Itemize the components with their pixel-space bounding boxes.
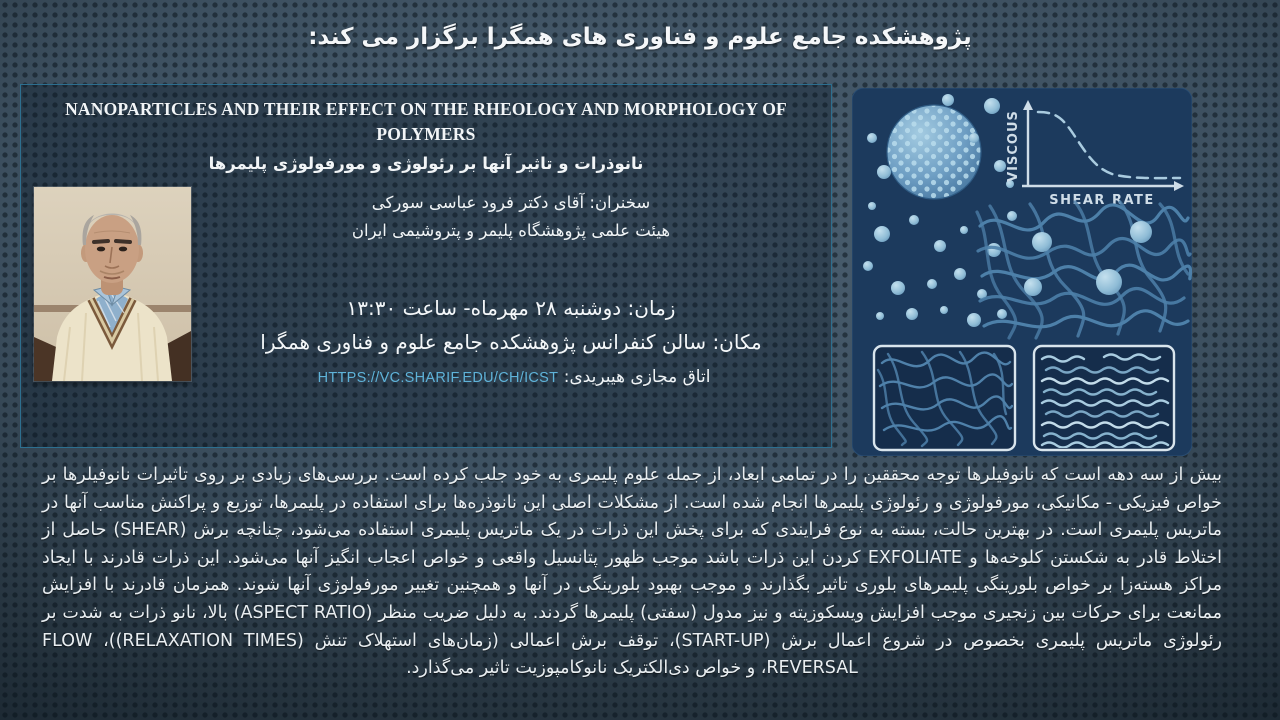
seminar-title-persian: نانوذرات و تاثیر آنها بر رئولوژی و مورفولوژی پلیمرها	[208, 153, 644, 173]
aligned-chains-box	[1034, 346, 1174, 450]
speaker-name: سخنران: آقای دکتر فرود عباسی سورکی	[371, 193, 651, 212]
entangled-chains-box	[874, 346, 1015, 450]
virtual-room-row	[199, 367, 823, 387]
event-info	[199, 193, 823, 387]
illustration-graphic	[852, 88, 1192, 456]
speaker-photo	[34, 187, 191, 381]
virtual-room-link[interactable]: HTTPS://VC.SHARIF.EDU/CH/ICST	[317, 370, 559, 386]
speaker-photo-graphic	[34, 187, 191, 381]
page-title: پژوهشکده جامع علوم و فناوری های همگرا برگزار می کند:	[308, 24, 972, 50]
nanoparticle-illustration	[852, 88, 1192, 456]
seminar-title-english: NANOPARTICLES AND THEIR EFFECT ON THE RHEOLOGY AND MORPHOLOGY OF POLYMERS	[65, 99, 787, 145]
announcement-card	[20, 84, 832, 448]
abstract-paragraph: بیش از سه دهه است که نانوفیلرها توجه محققین را در تمامی ابعاد، از جمله علوم پلیمری به خود جلب کرده است. بررسی‌های زیادی بر روی تاثیرات نانوفیلرها بر خواص فیزیکی - مکانیکی، مورفولوژی و رئولوژی پلیمرها انجام شده است. از مشکلات اصلی این نانوذره‌ها برای استفاده در پلیمرها، توزیع و پراکنش مناسب آنها در ماتریس پلیمری است. در بهترین حالت، بسته به نوع فرایندی که برای پخش این ذرات در یک ماتریس پلیمری استفاده می‌شود، چنانچه برش (SHEAR) حاصل از اختلاط قادر به شکستن کلوخه‌ها و EXFOLIATE کردن این ذرات باشد موجب ظهور پتانسیل واقعی و خواص اعجاب انگیز آنها می‌شود. این ذرات قادرند با ایجاد مراکز هسته‌زا بر خواص بلورینگی پلیمرهای بلوری تاثیر بگذارند و موجب بهبود بلورینگی در آنها و همچنین تغییر مورفولوژی آنها شوند. همزمان قادرند با افزایش ممانعت برای حرکات بین زنجیری موجب افزایش ویسکوزیته و نیز مدول (سفتی) پلیمرها گردند. به دلیل ضریب منظر (ASPECT RATIO) بالا، نانو ذرات به شدت بر رئولوژی ماتریس پلیمری بخصوص در شروع اعمال برش (START-UP)، توقف برش اعمالی (زمان‌های استهلاک تنش (RELAXATION TIMES))، FLOW REVERSAL، و خواص دی‌الکتریک نانوکامپوزیت تاثیر می‌گذارد.	[42, 465, 1223, 679]
event-time: زمان: دوشنبه ۲۸ مهرماه- ساعت ۱۳:۳۰	[346, 296, 676, 320]
nanoparticle-sphere	[887, 105, 981, 199]
event-location: مکان: سالن کنفرانس پژوهشکده جامع علوم و فناوری همگرا	[260, 330, 762, 354]
card-heading	[21, 85, 831, 173]
speaker-affiliation: هیئت علمی پژوهشگاه پلیمر و پتروشیمی ایران	[351, 221, 671, 240]
virtual-room-label: اتاق مجازی هیبریدی:	[563, 367, 711, 387]
graph-y-axis-label: VISCOUS	[1006, 110, 1021, 182]
graph-x-axis-label: SHEAR RATE	[1049, 193, 1155, 208]
